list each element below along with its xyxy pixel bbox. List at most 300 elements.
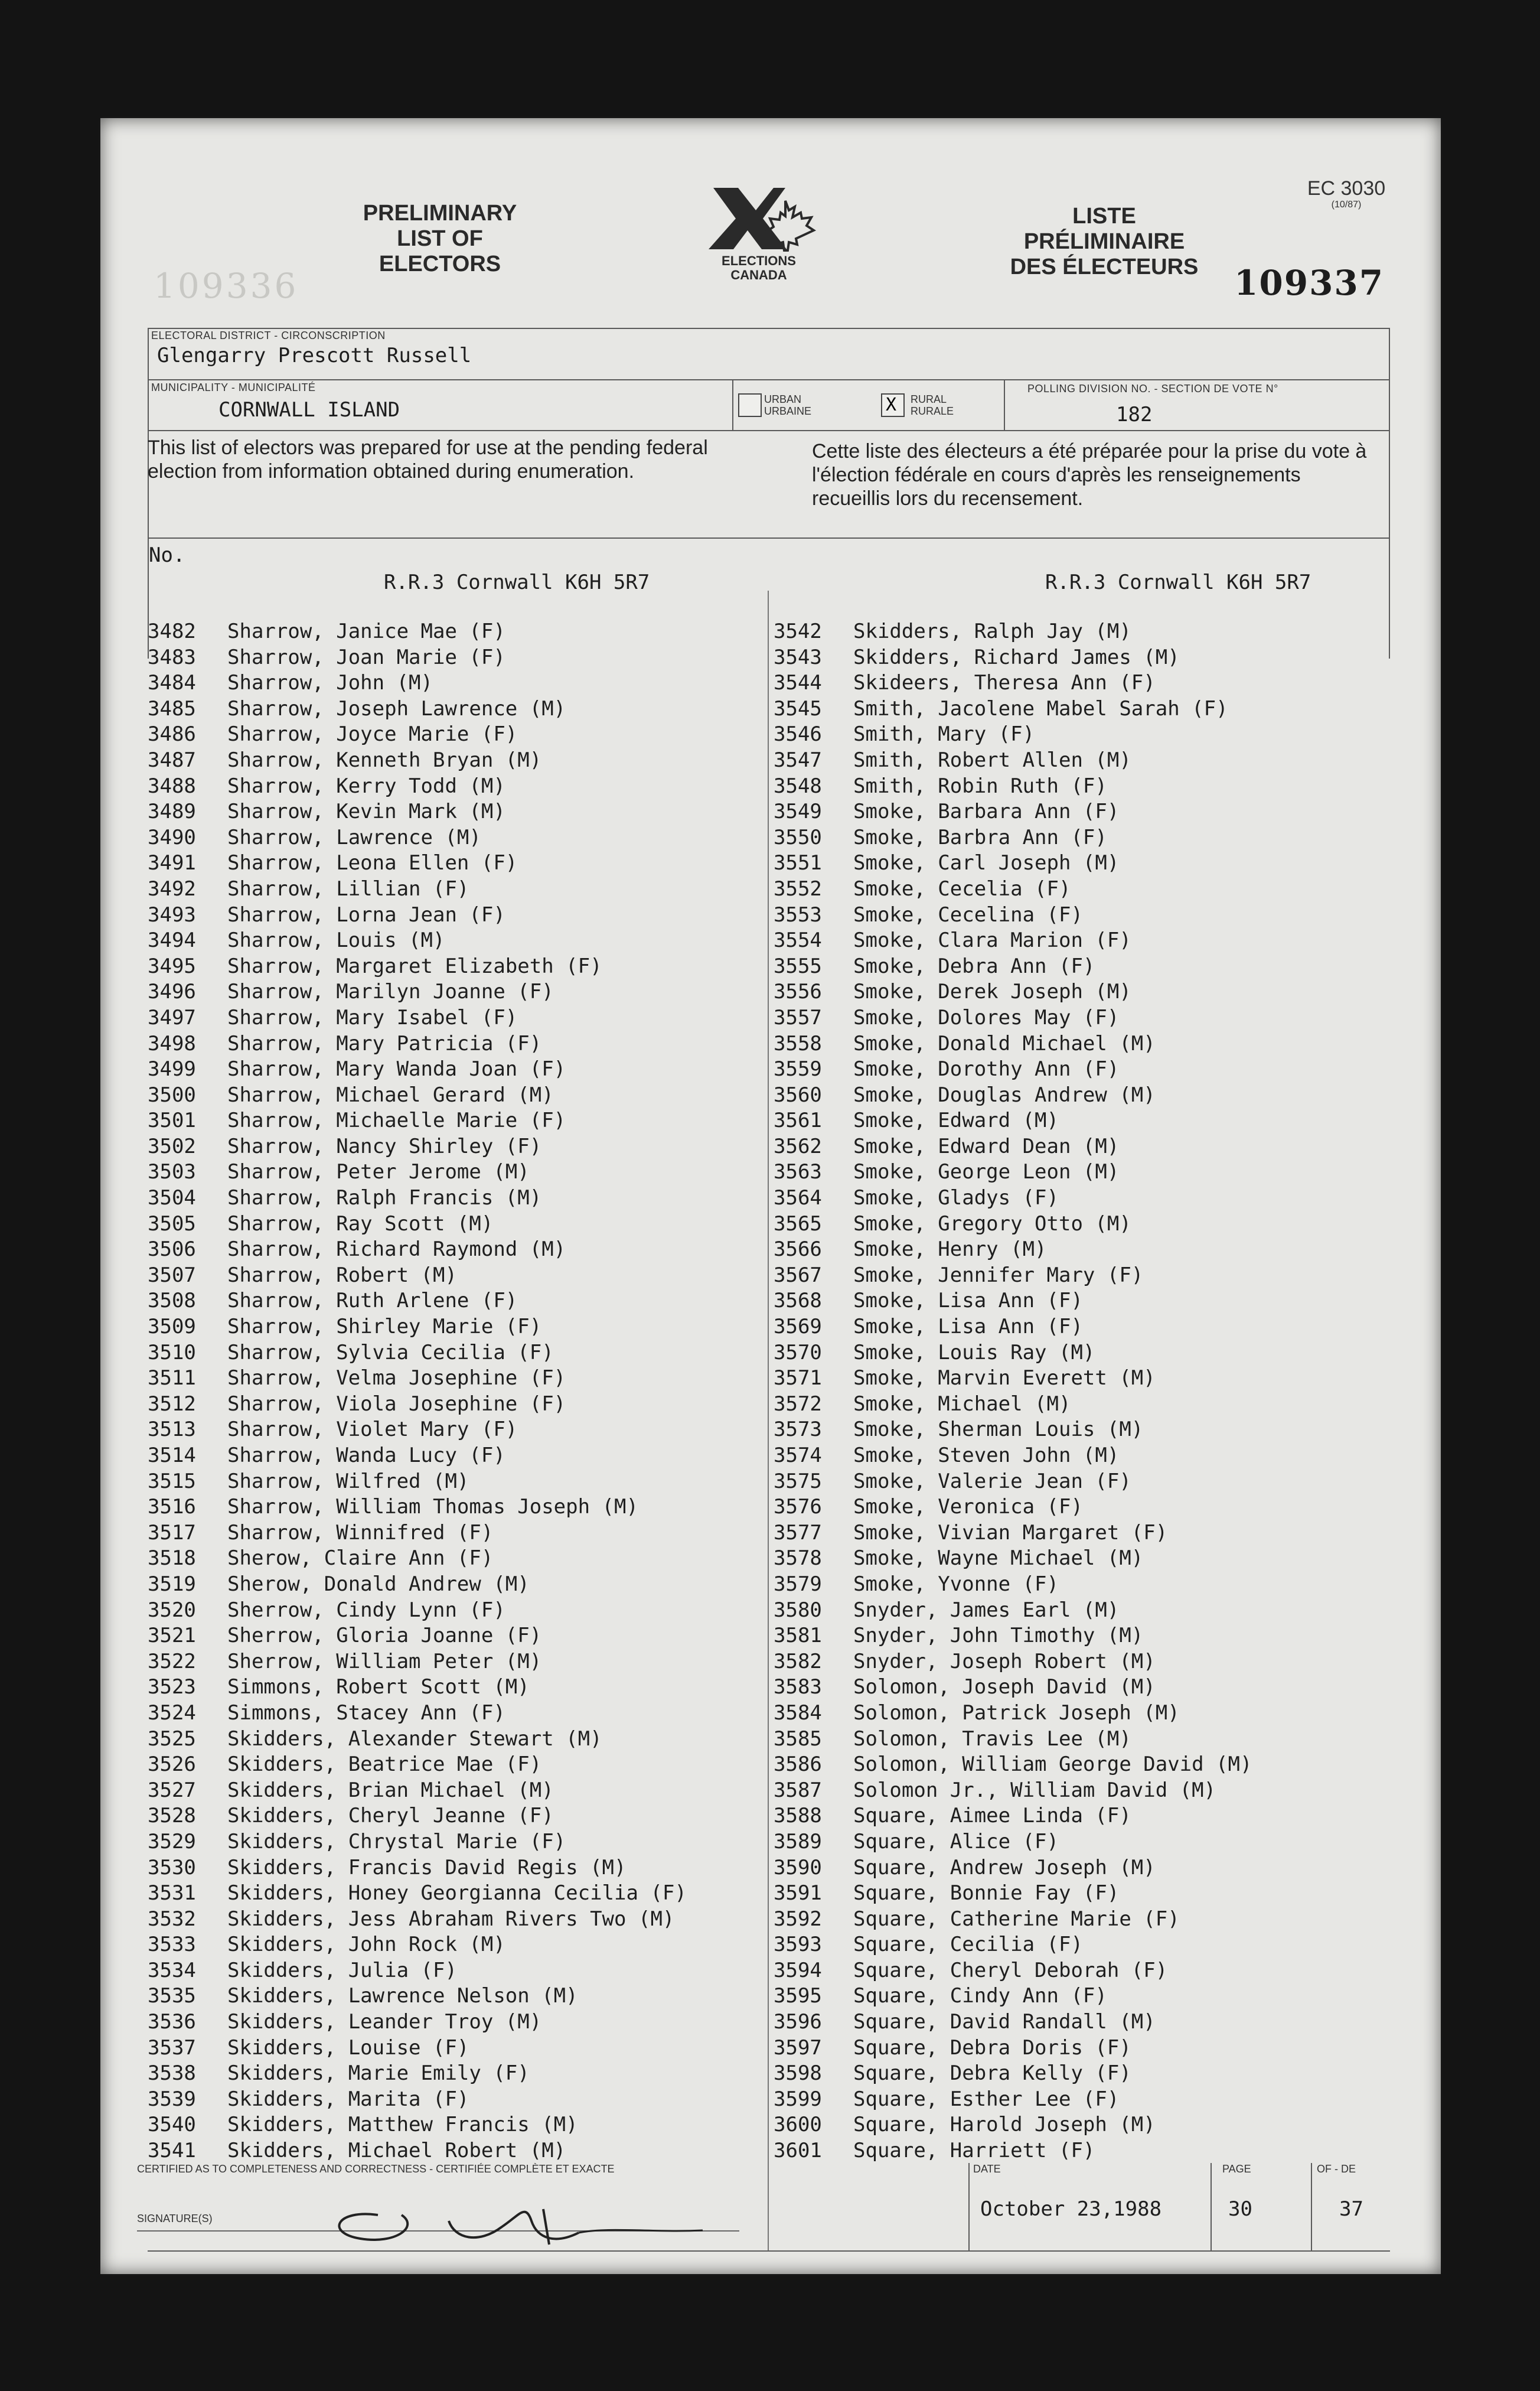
elector-row [148,1494,687,1520]
elector-name: Smoke, Derek Joseph (M) [853,980,1131,1004]
elector-row [774,1881,1252,1907]
elector-row [774,1701,1252,1727]
elector-row [148,1727,687,1752]
document-page [100,118,1441,2274]
elector-number: 3498 [148,1031,196,1056]
elector-name: Sharrow, Mary Patricia (F) [227,1031,542,1056]
elector-number: 3512 [148,1392,196,1416]
elector-name: Snyder, John Timothy (M) [853,1624,1144,1648]
elector-row [148,1134,687,1160]
elector-name: Smoke, Vivian Margaret (F) [853,1520,1168,1545]
elector-name: Smoke, Jennifer Mary (F) [853,1263,1144,1287]
elector-number: 3552 [774,877,822,901]
elector-number: 3489 [148,800,196,824]
elector-row [148,1469,687,1495]
elector-row [774,954,1252,980]
elector-number: 3517 [148,1520,196,1545]
title-english [337,201,543,277]
elector-name: Sharrow, Lillian (F) [227,877,469,901]
elector-number: 3488 [148,774,196,798]
elector-row [148,1881,687,1907]
elector-number: 3576 [774,1495,822,1519]
elector-row [148,799,687,825]
elector-number: 3600 [774,2113,822,2137]
elector-name: Skidders, Ralph Jay (M) [853,620,1131,643]
elector-row [148,1340,687,1366]
elector-name: Square, Debra Kelly (F) [853,2061,1131,2086]
elector-row [774,1572,1252,1598]
elector-row [148,1057,687,1083]
elector-number: 3577 [774,1520,822,1545]
elector-number: 3535 [148,1984,196,2008]
elector-number: 3581 [774,1624,822,1648]
elector-name: Square, Debra Doris (F) [853,2035,1131,2060]
elector-name: Smoke, Lisa Ann (F) [853,1289,1083,1313]
elector-number: 3518 [148,1546,196,1571]
elector-row [148,1546,687,1572]
elector-name: Sharrow, Velma Josephine (F) [227,1366,566,1390]
elector-name: Smoke, Steven John (M) [853,1444,1120,1467]
elector-row [148,1366,687,1392]
elector-name: Simmons, Stacey Ann (F) [227,1701,505,1725]
elector-name: Sharrow, Kenneth Bryan (M) [227,748,542,772]
certified-label: CERTIFIED AS TO COMPLETENESS AND CORRECTNESS - CERTIFIÉE COMPLÈTE ET EXACTE [137,2163,615,2175]
elector-row [148,877,687,903]
form-code-date: (10/87) [1331,200,1362,210]
elector-name: Sharrow, William Thomas Joseph (M) [227,1495,638,1519]
elector-row [774,1417,1252,1443]
elector-name: Sherow, Donald Andrew (M) [227,1572,530,1596]
elector-name: Sharrow, Wilfred (M) [227,1469,469,1493]
elector-row [774,1288,1252,1314]
divider [1004,380,1005,430]
elector-name: Smoke, Gladys (F) [853,1186,1059,1210]
elector-number: 3539 [148,2087,196,2111]
handwritten-signature-icon [301,2191,774,2250]
elector-number: 3514 [148,1444,196,1467]
elector-row [148,979,687,1005]
elections-canada-logo [697,183,821,284]
elector-number: 3508 [148,1289,196,1313]
elector-row [774,1520,1252,1546]
elector-row [774,1134,1252,1160]
elector-row [148,1443,687,1469]
elector-row [774,1340,1252,1366]
title-en-line: PRELIMINARY [363,201,517,226]
elector-row [148,825,687,851]
elector-number: 3569 [774,1315,822,1339]
elector-row [148,1983,687,2009]
urban-label-fr: URBAINE [764,405,812,417]
elector-row [148,2087,687,2113]
elector-name: Skidders, Alexander Stewart (M) [227,1727,602,1751]
elector-row [774,1829,1252,1855]
elector-row [774,928,1252,954]
divider [148,538,1390,539]
elector-row [148,1829,687,1855]
elector-row [774,1057,1252,1083]
elector-row [774,1546,1252,1572]
elector-number: 3545 [774,696,822,721]
elector-name: Square, Alice (F) [853,1829,1059,1853]
elector-name: Smoke, Dolores May (F) [853,1005,1120,1030]
elector-number: 3550 [774,825,822,849]
elector-row [148,1185,687,1211]
elector-name: Square, Aimee Linda (F) [853,1804,1131,1828]
elector-number: 3511 [148,1366,196,1390]
elector-row [774,851,1252,877]
elector-name: Smoke, Edward Dean (M) [853,1134,1120,1158]
elector-name: Square, Cheryl Deborah (F) [853,1958,1168,1982]
elector-number: 3565 [774,1211,822,1236]
elector-name: Sharrow, Marilyn Joanne (F) [227,980,554,1004]
elector-row [148,696,687,722]
elector-number: 3530 [148,1855,196,1879]
elector-row [774,2009,1252,2035]
elector-row [774,1314,1252,1340]
elector-row [774,2112,1252,2138]
elector-number: 3536 [148,2010,196,2034]
elector-name: Square, David Randall (M) [853,2010,1156,2034]
elector-name: Smith, Jacolene Mabel Sarah (F) [853,696,1228,721]
elector-number: 3541 [148,2139,196,2163]
elector-number: 3531 [148,1881,196,1905]
elector-name: Skidders, Leander Troy (M) [227,2010,542,2034]
elector-number: 3567 [774,1263,822,1287]
elector-name: Sharrow, Winnifred (F) [227,1520,494,1545]
elector-name: Smith, Mary (F) [853,722,1035,747]
elector-row [148,2138,687,2164]
elector-row [774,2087,1252,2113]
elector-number: 3594 [774,1958,822,1982]
elector-number: 3515 [148,1469,196,1493]
elector-number: 3532 [148,1907,196,1931]
elector-name: Smoke, Marvin Everett (M) [853,1366,1156,1390]
elector-row [148,1572,687,1598]
urban-checkbox [738,393,762,417]
elector-name: Smoke, Valerie Jean (F) [853,1469,1131,1493]
elector-row [774,1392,1252,1418]
elector-row [148,2061,687,2087]
elector-number: 3556 [774,980,822,1004]
elector-number: 3583 [774,1675,822,1699]
elector-row [148,1237,687,1263]
elector-number: 3580 [774,1598,822,1622]
elector-row [148,1392,687,1418]
elector-row [774,670,1252,696]
elector-name: Sharrow, Wanda Lucy (F) [227,1444,505,1467]
elector-name: Sharrow, Louis (M) [227,929,445,953]
elector-name: Sharrow, Sylvia Cecilia (F) [227,1340,554,1364]
elector-name: Skidders, Lawrence Nelson (M) [227,1984,578,2008]
elector-name: Sharrow, Robert (M) [227,1263,457,1287]
elector-row [774,1263,1252,1289]
elector-number: 3526 [148,1752,196,1777]
elector-number: 3540 [148,2113,196,2137]
elector-number: 3587 [774,1778,822,1802]
elector-number: 3595 [774,1984,822,2008]
elector-number: 3546 [774,722,822,747]
elector-number: 3582 [774,1649,822,1673]
elector-name: Square, Harold Joseph (M) [853,2113,1156,2137]
elector-name: Sharrow, Ray Scott (M) [227,1211,494,1236]
elector-row [148,1675,687,1701]
elector-number: 3500 [148,1083,196,1107]
title-fr-line: PRÉLIMINAIRE [1023,229,1185,254]
elector-number: 3601 [774,2139,822,2163]
elector-name: Smoke, Henry (M) [853,1237,1047,1262]
elector-row [774,1494,1252,1520]
elector-number: 3563 [774,1160,822,1184]
elector-number: 3483 [148,645,196,669]
elector-row [774,1727,1252,1752]
elector-row [774,1083,1252,1109]
elector-name: Solomon, Joseph David (M) [853,1675,1156,1699]
elector-name: Solomon Jr., William David (M) [853,1778,1216,1802]
elector-row [774,696,1252,722]
elector-number: 3588 [774,1804,822,1828]
elector-row [148,1649,687,1675]
elector-number: 3492 [148,877,196,901]
elector-number: 3513 [148,1418,196,1442]
elector-row [148,1598,687,1624]
elector-number: 3507 [148,1263,196,1287]
elector-name: Square, Bonnie Fay (F) [853,1881,1120,1905]
elector-name: Sharrow, Michael Gerard (M) [227,1083,554,1107]
elector-number: 3482 [148,620,196,643]
elector-name: Smoke, George Leon (M) [853,1160,1120,1184]
elector-name: Smoke, Donald Michael (M) [853,1031,1156,1056]
elector-row [148,1778,687,1804]
elector-row [774,1752,1252,1778]
right-elector-column [774,619,1252,2164]
elector-name: Skidders, Jess Abraham Rivers Two (M) [227,1907,675,1931]
logo-text-line: CANADA [730,268,787,282]
elector-row [774,1469,1252,1495]
elector-name: Sherow, Claire Ann (F) [227,1546,494,1571]
elector-number: 3558 [774,1031,822,1056]
elector-name: Smoke, Dorothy Ann (F) [853,1057,1120,1082]
elector-name: Skidders, John Rock (M) [227,1933,505,1957]
elector-name: Sharrow, Richard Raymond (M) [227,1237,566,1262]
elector-row [774,1623,1252,1649]
elector-row [148,1159,687,1185]
elector-number: 3494 [148,929,196,953]
elector-row [774,2061,1252,2087]
elector-name: Sharrow, Peter Jerome (M) [227,1160,530,1184]
divider [1211,2163,1212,2252]
elector-row [774,1108,1252,1134]
elector-number: 3495 [148,954,196,978]
polling-division-label: POLLING DIVISION NO. - SECTION DE VOTE N° [1027,383,1278,395]
elector-row [774,1958,1252,1984]
elector-name: Sharrow, Lawrence (M) [227,825,481,849]
left-elector-column [148,619,687,2164]
elector-number: 3543 [774,645,822,669]
elector-row [774,1211,1252,1237]
elector-row [148,1520,687,1546]
urban-label-en: URBAN [764,393,802,405]
elector-number: 3538 [148,2061,196,2086]
of-label: OF - DE [1317,2163,1356,2175]
elector-name: Smoke, Louis Ray (M) [853,1340,1095,1364]
footer-divider [148,2250,1390,2252]
elector-name: Sharrow, Mary Isabel (F) [227,1005,518,1030]
municipality-value: CORNWALL ISLAND [218,398,400,422]
elector-row [774,1649,1252,1675]
elector-row [148,619,687,645]
notice-french: Cette liste des électeurs a été préparée pour la prise du vote à l'élection fédérale en cours d'après les renseignements recueillis lors du recensement. [812,440,1367,510]
elector-number: 3523 [148,1675,196,1699]
elector-row [148,2112,687,2138]
elector-row [148,928,687,954]
elector-row [148,954,687,980]
elector-row [774,1983,1252,2009]
elector-row [774,1443,1252,1469]
urban-label [764,393,811,417]
title-en-line: ELECTORS [379,252,501,276]
elector-number: 3554 [774,929,822,953]
municipality-label: MUNICIPALITY - MUNICIPALITÉ [151,382,316,393]
elector-name: Smoke, Veronica (F) [853,1495,1083,1519]
elector-name: Skidders, Matthew Francis (M) [227,2113,578,2137]
elector-row [148,1803,687,1829]
elector-row [774,979,1252,1005]
of-value: 37 [1339,2197,1363,2221]
bleed-through-number: 109336 [154,266,299,306]
column-divider [768,591,769,2250]
elector-row [774,903,1252,929]
elector-number: 3506 [148,1237,196,1262]
elector-row [148,1288,687,1314]
form-code-number: EC 3030 [1307,177,1386,200]
elector-name: Square, Cecilia (F) [853,1933,1083,1957]
elector-name: Square, Esther Lee (F) [853,2087,1120,2111]
elector-number: 3555 [774,954,822,978]
signature-label: SIGNATURE(S) [137,2213,213,2224]
elector-number: 3484 [148,671,196,695]
elector-name: Square, Cindy Ann (F) [853,1984,1107,2008]
elector-row [148,1907,687,1933]
elector-number: 3574 [774,1444,822,1467]
elector-number: 3561 [774,1109,822,1133]
elector-name: Snyder, James Earl (M) [853,1598,1120,1622]
elector-number: 3593 [774,1933,822,1957]
elector-row [148,645,687,671]
elector-row [774,1907,1252,1933]
elector-name: Smith, Robert Allen (M) [853,748,1131,772]
number-column-label: No. [149,543,185,567]
elector-number: 3490 [148,825,196,849]
elector-number: 3505 [148,1211,196,1236]
elector-number: 3597 [774,2035,822,2060]
elector-name: Sharrow, Joan Marie (F) [227,645,505,669]
elector-number: 3584 [774,1701,822,1725]
elector-name: Sharrow, Ruth Arlene (F) [227,1289,518,1313]
elector-number: 3520 [148,1598,196,1622]
elector-name: Sharrow, Joseph Lawrence (M) [227,696,566,721]
elector-row [148,670,687,696]
elector-number: 3591 [774,1881,822,1905]
elector-row [774,825,1252,851]
elector-row [148,1701,687,1727]
elector-name: Skidders, Cheryl Jeanne (F) [227,1804,554,1828]
elector-name: Smoke, Michael (M) [853,1392,1071,1416]
elector-name: Smoke, Edward (M) [853,1109,1059,1133]
elector-row [148,1263,687,1289]
elector-number: 3579 [774,1572,822,1596]
elector-row [774,1778,1252,1804]
elector-number: 3499 [148,1057,196,1082]
elector-name: Sharrow, Mary Wanda Joan (F) [227,1057,566,1082]
elector-number: 3487 [148,748,196,772]
elector-row [774,1005,1252,1031]
elector-row [774,1366,1252,1392]
elector-number: 3590 [774,1855,822,1879]
elector-row [148,903,687,929]
elector-name: Sherrow, Gloria Joanne (F) [227,1624,542,1648]
elector-number: 3496 [148,980,196,1004]
elector-row [774,774,1252,800]
district-label: ELECTORAL DISTRICT - CIRCONSCRIPTION [151,330,386,341]
elector-row [148,1031,687,1057]
rural-label-fr: RURALE [911,405,954,417]
elector-row [774,1185,1252,1211]
elector-row [148,1083,687,1109]
elector-number: 3516 [148,1495,196,1519]
elector-number: 3551 [774,851,822,875]
elector-name: Sharrow, Kerry Todd (M) [227,774,505,798]
elector-row [774,645,1252,671]
elector-row [774,1803,1252,1829]
elector-name: Sharrow, Kevin Mark (M) [227,800,505,824]
elector-row [148,1211,687,1237]
elector-name: Smoke, Carl Joseph (M) [853,851,1120,875]
elector-name: Smoke, Gregory Otto (M) [853,1211,1131,1236]
page-label: PAGE [1222,2163,1251,2175]
elector-name: Sharrow, Michaelle Marie (F) [227,1109,566,1133]
divider [148,379,1390,380]
elector-name: Snyder, Joseph Robert (M) [853,1649,1156,1673]
elector-name: Simmons, Robert Scott (M) [227,1675,530,1699]
elector-row [774,1031,1252,1057]
elector-row [148,1314,687,1340]
elector-name: Sharrow, Nancy Shirley (F) [227,1134,542,1158]
elector-number: 3524 [148,1701,196,1725]
elector-row [148,1623,687,1649]
elector-name: Sharrow, Margaret Elizabeth (F) [227,954,602,978]
elector-number: 3575 [774,1469,822,1493]
divider [732,380,733,430]
polling-division-value: 182 [1116,403,1153,426]
elector-row [774,722,1252,748]
divider [148,430,1390,431]
title-fr-line: LISTE [1072,204,1136,229]
elector-row [148,774,687,800]
elector-name: Sharrow, Violet Mary (F) [227,1418,518,1442]
title-fr-line: DES ÉLECTEURS [1010,255,1199,279]
divider [968,2163,970,2252]
elector-name: Skidders, Michael Robert (M) [227,2139,566,2163]
elector-name: Sharrow, Janice Mae (F) [227,620,505,643]
date-value: October 23,1988 [980,2197,1162,2221]
elector-number: 3599 [774,2087,822,2111]
elector-name: Skideers, Theresa Ann (F) [853,671,1156,695]
divider [1311,2163,1312,2252]
elector-name: Square, Andrew Joseph (M) [853,1855,1156,1879]
elector-row [148,748,687,774]
elector-name: Skidders, Marie Emily (F) [227,2061,530,2086]
